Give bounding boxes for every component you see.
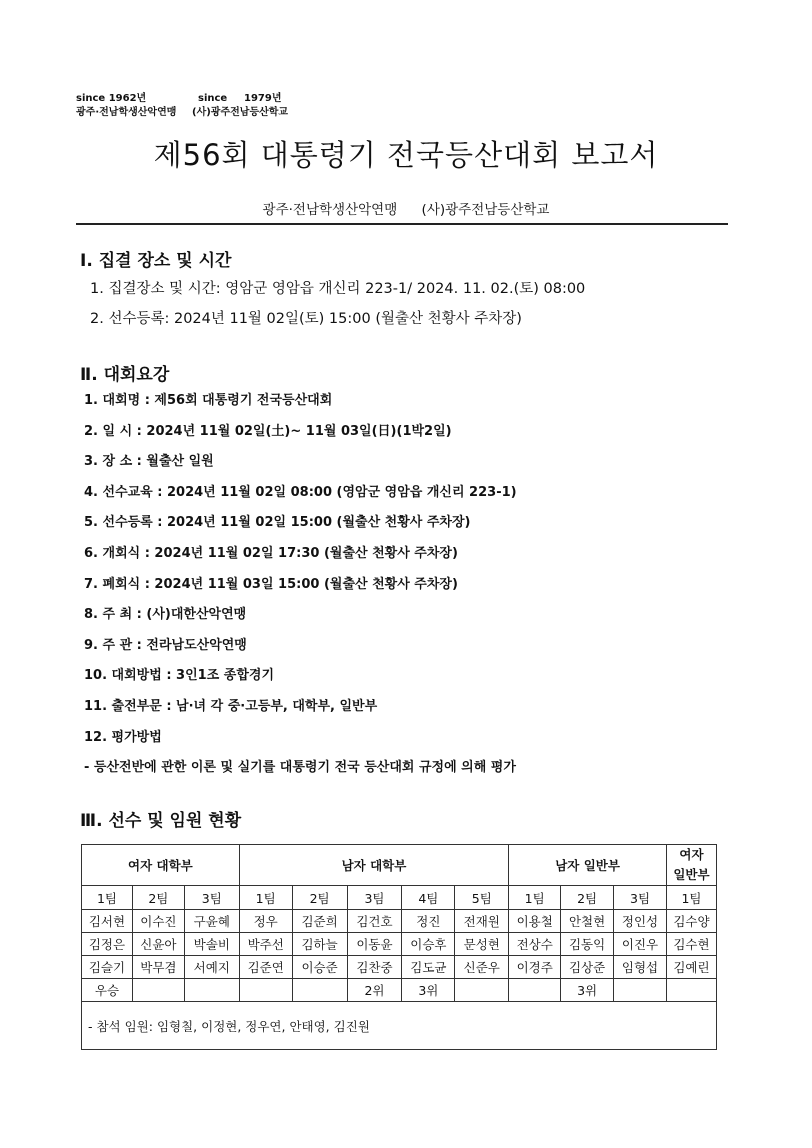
team-cell: 2팀 (292, 886, 347, 910)
section1-heading: Ⅰ. 집결 장소 및 시간 (80, 251, 232, 271)
group-header: 남자 대학부 (239, 845, 509, 886)
result-cell: 2위 (347, 979, 402, 1002)
since-left: since 1962년 (76, 93, 147, 104)
result-cell (614, 979, 667, 1002)
section2-item: 9. 주 관 : 전라남도산악연맹 (84, 637, 247, 653)
team-row (82, 886, 717, 910)
member-cell: 이진우 (614, 933, 667, 956)
section2-item: 1. 대회명 : 제56회 대통령기 전국등산대회 (84, 393, 333, 408)
section2-item: 11. 출전부문 : 남·녀 각 중·고등부, 대학부, 일반부 (84, 698, 378, 714)
result-cell (184, 979, 239, 1002)
member-cell: 김수양 (666, 910, 716, 933)
member-cell: 김준희 (292, 910, 347, 933)
member-cell: 박주선 (239, 933, 292, 956)
member-cell: 박솔비 (184, 933, 239, 956)
member-cell: 이승후 (402, 933, 455, 956)
officials-note: - 참석 임원: 임형칠, 이정현, 정우연, 안태영, 김진원 (82, 1002, 717, 1050)
member-cell: 김하늘 (292, 933, 347, 956)
team-cell: 1팀 (239, 886, 292, 910)
section2-item: 8. 주 최 : (사)대한산악연맹 (84, 607, 247, 623)
member-cell: 정우 (239, 910, 292, 933)
section1-item: 2. 선수등록: 2024년 11월 02일(토) 15:00 (월출산 천황사 주차장) (90, 311, 522, 327)
subtitle-right: (사)광주전남등산학교 (421, 202, 550, 218)
divider (76, 223, 728, 225)
section2-item: 4. 선수교육 : 2024년 11월 02일 08:00 (영암군 영암읍 개신리 223-1) (84, 484, 517, 500)
result-cell (509, 979, 561, 1002)
member-cell: 임형섭 (614, 956, 667, 979)
result-row (82, 979, 717, 1002)
result-cell (455, 979, 509, 1002)
section1-list (90, 279, 585, 339)
subtitle-left: 광주·전남학생산악연맹 (262, 202, 398, 218)
team-cell: 1팀 (82, 886, 133, 910)
section2-item: 10. 대회방법 : 3인1조 종합경기 (84, 668, 275, 684)
team-cell: 5팀 (455, 886, 509, 910)
member-cell: 김상준 (561, 956, 614, 979)
member-cell: 김동익 (561, 933, 614, 956)
member-cell: 김준연 (239, 956, 292, 979)
result-cell: 3위 (561, 979, 614, 1002)
member-cell: 안철현 (561, 910, 614, 933)
member-cell: 이수진 (132, 910, 184, 933)
result-cell: 3위 (402, 979, 455, 1002)
member-cell: 서예지 (184, 956, 239, 979)
table-row (82, 956, 717, 979)
team-cell: 3팀 (184, 886, 239, 910)
team-cell: 4팀 (402, 886, 455, 910)
section2-item: 5. 선수등록 : 2024년 11월 02일 15:00 (월출산 천황사 주차장) (84, 515, 471, 531)
group-header: 여자 일반부 (666, 845, 716, 886)
team-cell: 3팀 (347, 886, 402, 910)
member-cell: 이경주 (509, 956, 561, 979)
member-cell: 박무겸 (132, 956, 184, 979)
since-right-year: 1979년 (244, 93, 282, 104)
member-cell: 이용철 (509, 910, 561, 933)
member-cell: 김수현 (666, 933, 716, 956)
member-cell: 김예린 (666, 956, 716, 979)
section2-item: 12. 평가방법 (84, 729, 162, 745)
member-cell: 김정은 (82, 933, 133, 956)
member-cell: 김건호 (347, 910, 402, 933)
result-cell (666, 979, 716, 1002)
section2-item: 2. 일 시 : 2024년 11월 02일(土)~ 11월 03일(日)(1박2일) (84, 423, 452, 439)
page-title: 제56회 대통령기 전국등산대회 보고서 (153, 138, 659, 172)
section2-item: 6. 개회식 : 2024년 11월 02일 17:30 (월출산 천황사 주차장) (84, 545, 458, 561)
org-left: 광주·전남학생산악연맹 (76, 107, 177, 118)
section1-item: 1. 집결장소 및 시간: 영암군 영암읍 개신리 223-1/ 2024. 11. 02.(토) 08:00 (90, 281, 586, 297)
member-cell: 정인성 (614, 910, 667, 933)
member-cell: 김슬기 (82, 956, 133, 979)
member-cell: 이승준 (292, 956, 347, 979)
member-cell: 정진 (402, 910, 455, 933)
member-cell: 문성현 (455, 933, 509, 956)
team-cell: 3팀 (614, 886, 667, 910)
member-cell: 구윤혜 (184, 910, 239, 933)
section2-item: 3. 장 소 : 월출산 일원 (84, 454, 214, 470)
group-header: 여자 대학부 (82, 845, 240, 886)
result-cell (239, 979, 292, 1002)
section2-item: 7. 폐회식 : 2024년 11월 03일 15:00 (월출산 천황사 주차장) (84, 576, 458, 592)
section3-heading: Ⅲ. 선수 및 임원 현황 (80, 811, 242, 831)
member-cell: 전상수 (509, 933, 561, 956)
member-cell: 김도균 (402, 956, 455, 979)
member-cell: 신윤아 (132, 933, 184, 956)
section2-heading: Ⅱ. 대회요강 (80, 365, 170, 385)
member-cell: 김찬중 (347, 956, 402, 979)
team-cell: 1팀 (509, 886, 561, 910)
team-cell: 2팀 (132, 886, 184, 910)
section2-item: - 등산전반에 관한 이론 및 실기를 대통령기 전국 등산대회 규정에 의해 평가 (84, 760, 516, 776)
org-right: (사)광주전남등산학교 (192, 107, 289, 118)
group-header: 남자 일반부 (509, 845, 667, 886)
result-cell: 우승 (82, 979, 133, 1002)
team-cell: 1팀 (666, 886, 716, 910)
table-row (82, 933, 717, 956)
result-cell (292, 979, 347, 1002)
section2-list (84, 392, 517, 790)
since-right-label: since (198, 93, 228, 104)
result-cell (132, 979, 184, 1002)
team-cell: 2팀 (561, 886, 614, 910)
roster-table (81, 844, 717, 1050)
subtitle (0, 198, 812, 218)
member-cell: 신준우 (455, 956, 509, 979)
table-row (82, 910, 717, 933)
member-cell: 전재원 (455, 910, 509, 933)
member-cell: 이동윤 (347, 933, 402, 956)
member-cell: 김서현 (82, 910, 133, 933)
